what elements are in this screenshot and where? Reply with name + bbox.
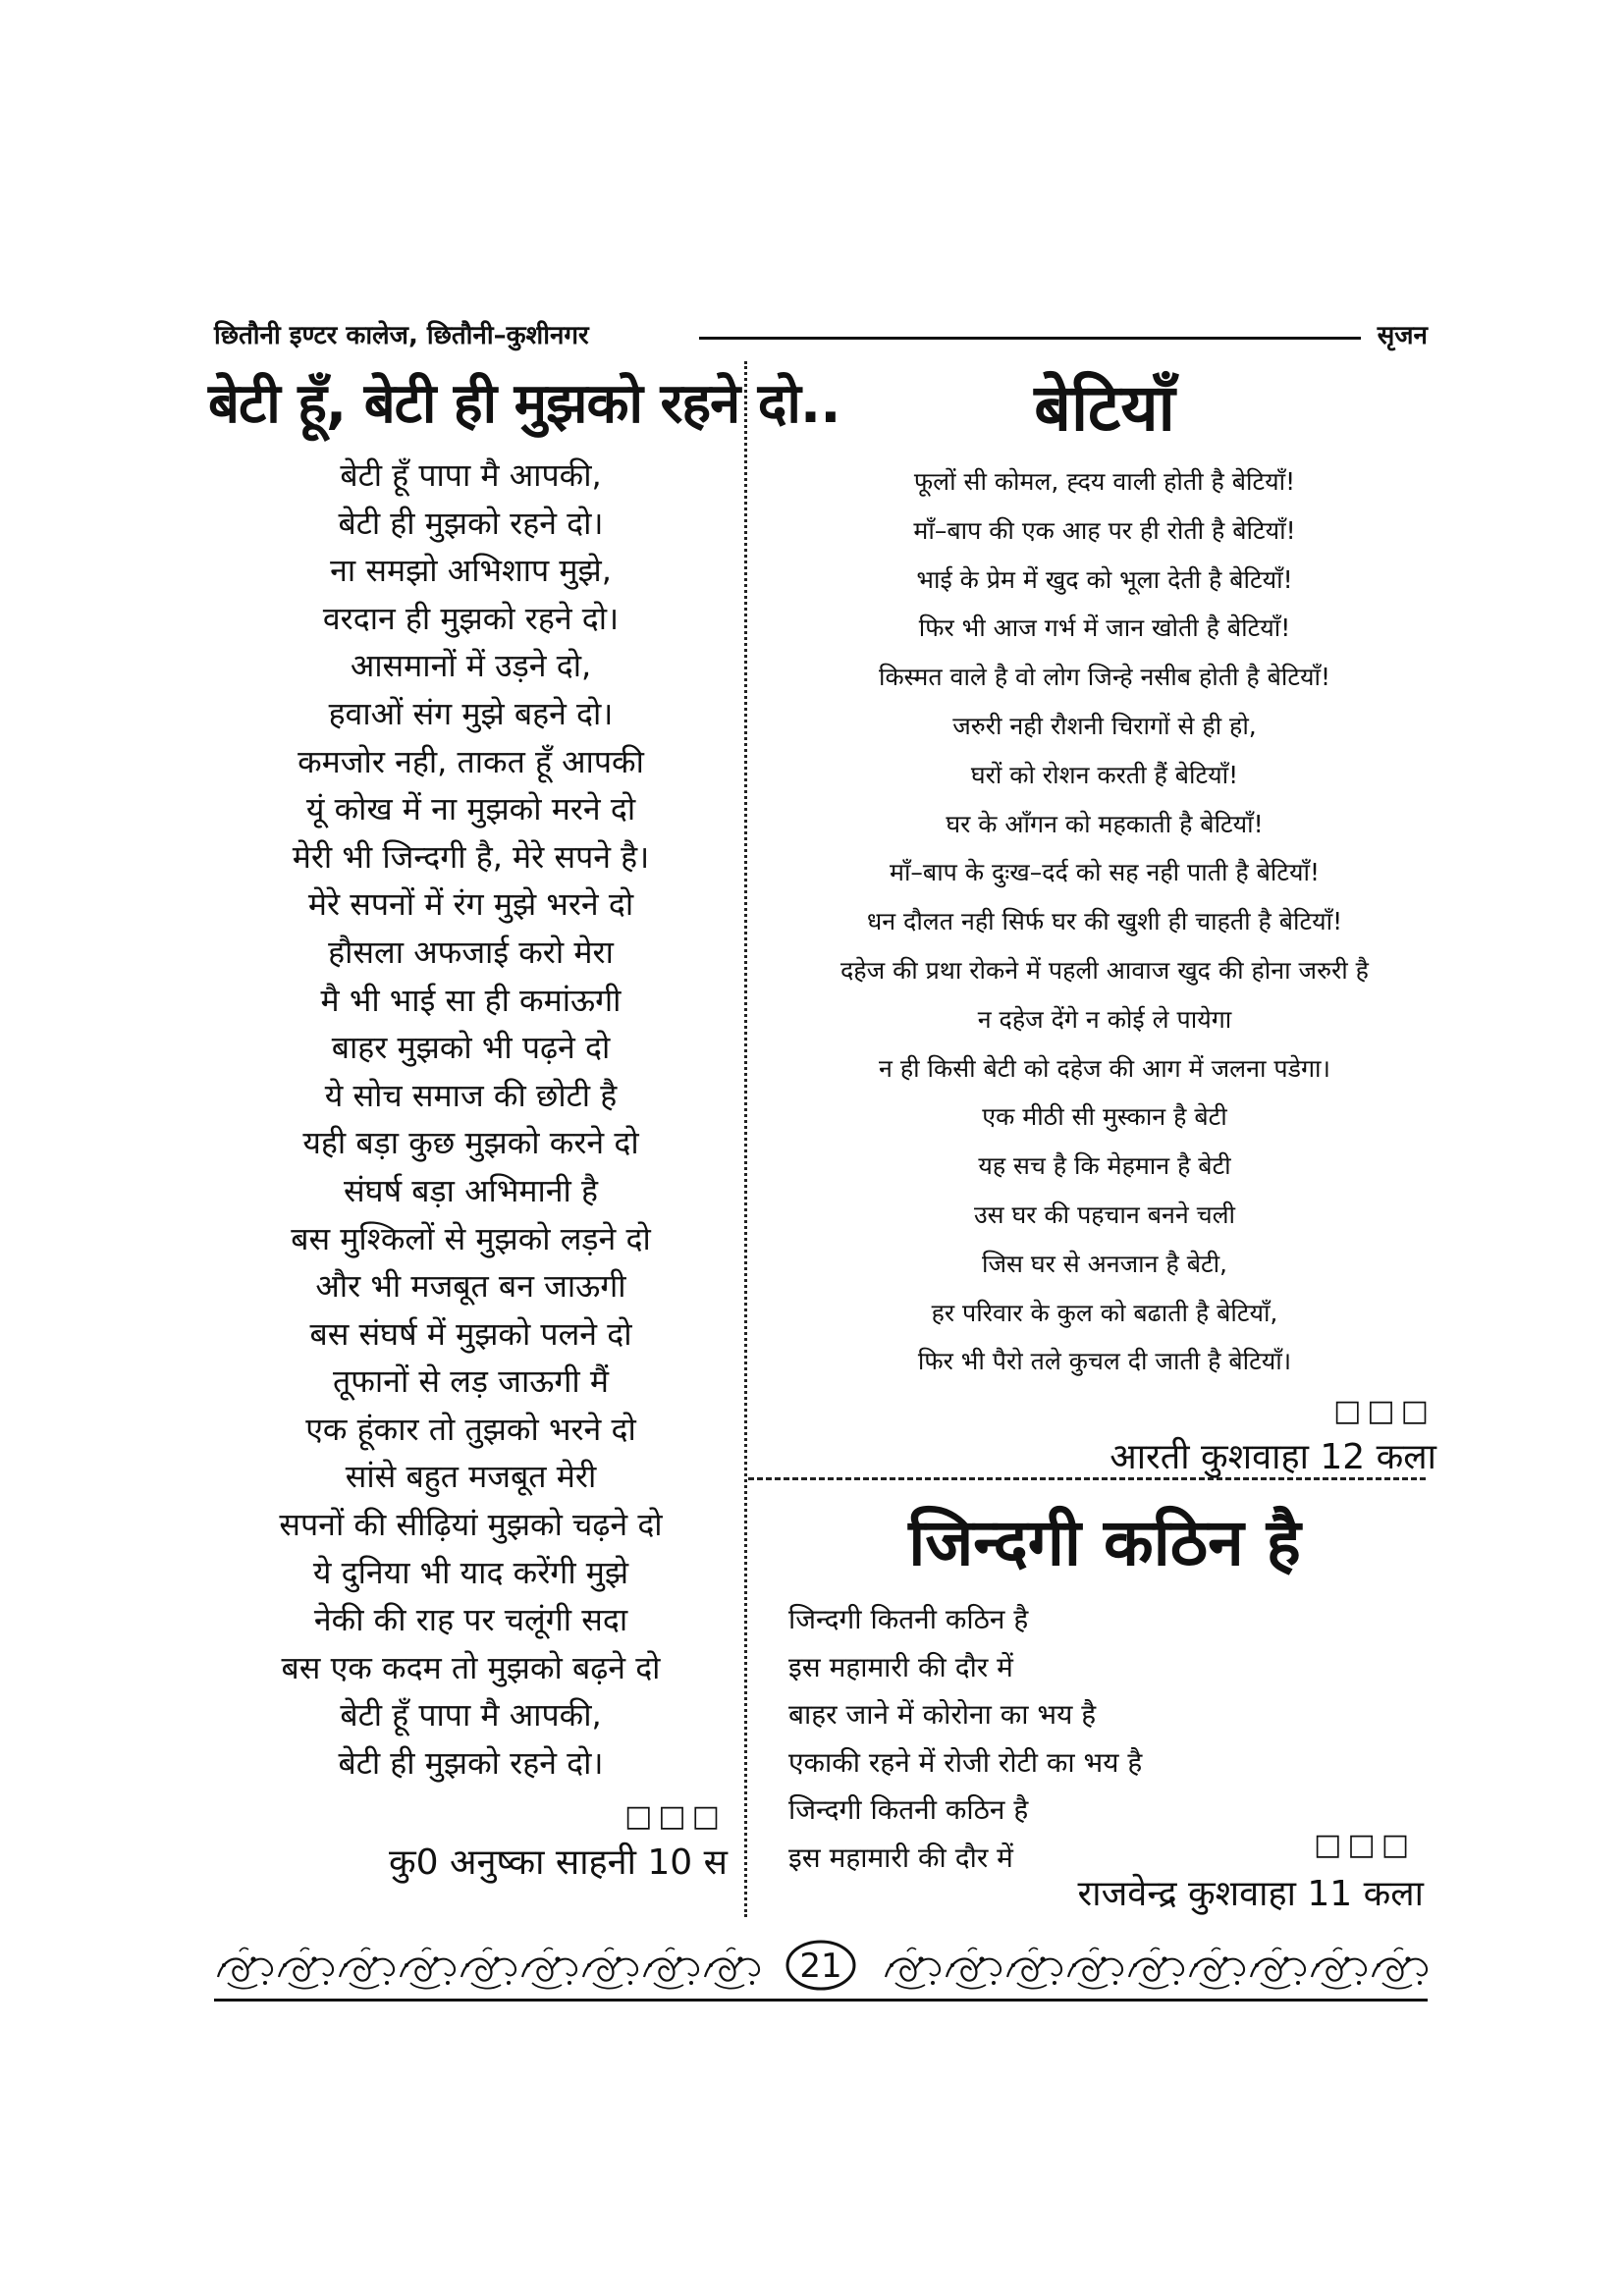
poem-line: यूं कोख में ना मुझको मरने दो	[305, 790, 636, 828]
poem-line: नेकी की राह पर चलूंगी सदा	[313, 1601, 628, 1639]
right-poem	[771, 365, 1438, 1484]
poem-line: मेरे सपनों में रंग मुझे भरने दो	[307, 885, 634, 924]
poem-line: एक मीठी सी मुस्कान है बेटी	[982, 1102, 1227, 1132]
poem-line: बस मुश्किलों से मुझको लड़ने दो	[291, 1219, 651, 1257]
header-rule	[699, 337, 1361, 340]
poem-line: बेटी हूँ पापा मै आपकी,	[340, 456, 602, 494]
poem-line: इस महामारी की दौर में	[788, 1650, 1013, 1683]
poem-line: किस्मत वाले है वो लोग जिन्हे नसीब होती है बेटियाँ!	[879, 663, 1330, 692]
left-poem-lines	[208, 452, 733, 1788]
poem-line: ये सोच समाज की छोटी है	[324, 1076, 618, 1114]
poem-line: बेटी ही मुझको रहने दो।	[338, 1744, 604, 1783]
poem-line: यह सच है कि मेहमान है बेटी	[978, 1151, 1231, 1181]
bottom-poem-author: राजवेन्द्र कुशवाहा 11 कला	[1077, 1874, 1424, 1914]
right-poem-title: बेटियाँ	[1034, 370, 1175, 446]
footer-ornament	[214, 1936, 1428, 1995]
bottom-poem	[771, 1494, 1438, 1882]
poem-line: माँ–बाप के दुःख–दर्द को सह नही पाती है बेटियाँ!	[890, 858, 1320, 887]
bottom-poem-title: जिन्दगी कठिन है	[908, 1505, 1301, 1580]
poem-line: घर के आँगन को महकाती है बेटियाँ!	[946, 809, 1264, 838]
magazine-name: सृजन	[1377, 321, 1428, 350]
poem-line: घरों को रोशन करती हैं बेटियाँ!	[970, 760, 1239, 789]
poem-line: एक हूंकार तो तुझको भरने दो	[305, 1410, 636, 1448]
end-mark: □□□	[1314, 1828, 1416, 1862]
poem-line: बस संघर्ष में मुझको पलने दो	[309, 1314, 632, 1353]
poem-line: न दहेज देंगे न कोई ले पायेगा	[977, 1004, 1232, 1034]
poem-line: भाई के प्रेम में खुद को भूला देती है बेटियाँ!	[916, 564, 1293, 594]
right-poem-author: आरती कुशवाहा 12 कला	[1110, 1437, 1436, 1478]
poem-line: यही बड़ा कुछ मुझको करने दो	[302, 1124, 639, 1162]
poem-line: इस महामारी की दौर में	[788, 1841, 1013, 1874]
left-poem-title: बेटी हूँ, बेटी ही मुझको रहने दो..	[208, 372, 840, 436]
poem-line: सांसे बहुत मजबूत मेरी	[345, 1458, 597, 1496]
poem-line: ना समझो अभिशाप मुझे,	[330, 552, 612, 590]
section-divider	[748, 1477, 1426, 1480]
left-poem	[208, 365, 840, 1890]
poem-line: फूलों सी कोमल, ह्दय वाली होती है बेटियाँ!	[913, 467, 1296, 496]
poem-line: हर परिवार के कुल को बढाती है बेटियाँ,	[931, 1298, 1278, 1327]
poem-line: उस घर की पहचान बनने चली	[973, 1200, 1236, 1229]
poem-line: ये दुनिया भी याद करेंगी मुझे	[312, 1553, 629, 1591]
poem-line: बस एक कदम तो मुझको बढ़ने दो	[281, 1648, 661, 1686]
poem-line: तूफानों से लड़ जाऊगी मैं	[333, 1362, 609, 1401]
poem-line: सपनों की सीढ़ियां मुझको चढ़ने दो	[279, 1506, 663, 1544]
poem-line: आसमानों में उड़ने दो,	[350, 647, 592, 685]
poem-line: धन दौलत नही सिर्फ घर की खुशी ही चाहती है बेटियाँ!	[866, 907, 1343, 936]
poem-line: बेटी हूँ पापा मै आपकी,	[340, 1696, 602, 1735]
poem-line: और भी मजबूत बन जाऊगी	[315, 1267, 626, 1306]
poem-line: न ही किसी बेटी को दहेज की आग में जलना पडेगा।	[879, 1053, 1330, 1083]
poem-line: जिन्दगी कितनी कठिन है	[788, 1793, 1029, 1826]
poem-line: जरुरी नही रौशनी चिरागों से ही हो,	[952, 711, 1257, 740]
end-mark: □□□	[1332, 1394, 1435, 1429]
poem-line: हवाओं संग मुझे बहने दो।	[328, 694, 614, 732]
poem-line: हौसला अफजाई करो मेरा	[328, 933, 614, 971]
poem-line: कमजोर नही, ताकत हूँ आपकी	[298, 742, 644, 780]
poem-line: बाहर जाने में कोरोना का भय है	[788, 1698, 1097, 1731]
poem-line: वरदान ही मुझको रहने दो।	[322, 599, 620, 637]
college-name: छितौनी इण्टर कालेज, छितौनी–कुशीनगर	[214, 321, 589, 350]
floral-border-icon	[214, 1936, 1428, 1995]
page-number: 21	[799, 1947, 842, 1986]
poem-line: एकाकी रहने में रोजी रोटी का भय है	[788, 1745, 1143, 1779]
poem-line: जिन्दगी कितनी कठिन है	[788, 1603, 1029, 1635]
poem-line: बाहर मुझको भी पढ़ने दो	[331, 1029, 611, 1067]
end-mark: □□□	[623, 1798, 726, 1834]
right-poem-lines	[771, 457, 1438, 1386]
poem-line: बेटी ही मुझको रहने दो।	[338, 504, 604, 542]
poem-line: जिस घर से अनजान है बेटी,	[981, 1249, 1227, 1278]
poem-line: फिर भी पैरो तले कुचल दी जाती है बेटियाँ।	[917, 1347, 1292, 1376]
poem-line: माँ–बाप की एक आह पर ही रोती है बेटियाँ!	[913, 515, 1296, 545]
poem-line: मै भी भाई सा ही कमांऊगी	[320, 981, 622, 1019]
column-divider	[744, 361, 747, 1917]
poem-line: दहेज की प्रथा रोकने में पहली आवाज खुद की होना जरुरी है	[840, 955, 1369, 985]
poem-line: संघर्ष बड़ा अभिमानी है	[344, 1171, 598, 1209]
poem-line: मेरी भी जिन्दगी है, मेरे सपने है।	[292, 837, 650, 876]
left-poem-author: कु0 अनुष्का साहनी 10 स	[389, 1842, 728, 1883]
poem-line: फिर भी आज गर्भ में जान खोती है बेटियाँ!	[918, 614, 1291, 643]
footer-rule	[214, 1999, 1428, 2002]
